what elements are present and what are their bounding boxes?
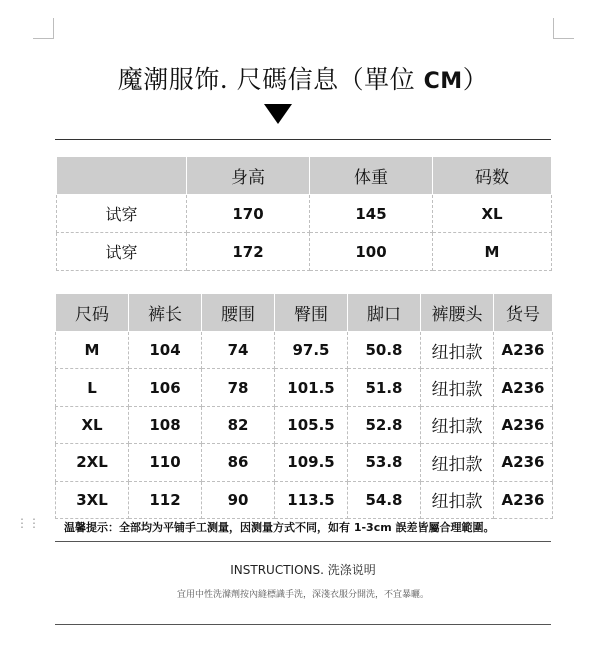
table-row [56,406,553,443]
crop-mark-top-right [553,18,574,39]
page-title [0,60,606,96]
table-cell: M [433,233,552,271]
table-cell: 145 [310,195,433,233]
table-cell: 101.5 [275,369,348,406]
size-table [55,293,553,519]
fit-table [56,156,552,271]
table-cell: 82 [202,406,275,443]
table-cell: 86 [202,444,275,481]
table-row [57,233,552,271]
title-close: ） [462,65,489,94]
size-header-cell: 臀围 [275,294,348,332]
table-cell: XL [433,195,552,233]
size-header-cell: 尺码 [56,294,129,332]
table-cell: 172 [187,233,310,271]
title-main: 魔潮服饰. 尺碼信息（單位 [117,65,416,94]
fit-header-cell: 身高 [187,157,310,195]
care-instructions: 宜用中性洗滌劑按內縫標識手洗，深淺衣服分開洗，不宜暴曬。 [176,590,429,600]
title-unit: CM [423,69,463,94]
instructions-heading: INSTRUCTIONS. 洗涤说明 [230,563,376,577]
size-header-cell: 脚口 [348,294,421,332]
table-row [57,195,552,233]
table-cell: 2XL [56,444,129,481]
table-row [56,444,553,481]
table-cell: 78 [202,369,275,406]
table-cell: A236 [494,332,553,369]
table-row [56,332,553,369]
divider-bottom [55,624,551,625]
table-cell: 52.8 [348,406,421,443]
table-cell: 纽扣款 [421,369,494,406]
measurement-tip: 温馨提示：全部均为平铺手工测量，因测量方式不同，如有 1-3cm 誤差皆屬合理範圍。 [64,521,495,534]
drag-handle-icon[interactable]: ⋮⋮ [16,516,40,530]
size-header-cell: 货号 [494,294,553,332]
table-cell: 试穿 [57,233,187,271]
table-cell: 53.8 [348,444,421,481]
size-table-header [56,294,553,332]
table-cell: 104 [129,332,202,369]
table-cell: 113.5 [275,481,348,518]
table-cell: A236 [494,406,553,443]
size-header-cell: 腰围 [202,294,275,332]
table-row [56,369,553,406]
table-cell: 纽扣款 [421,332,494,369]
table-row [56,481,553,518]
table-cell: M [56,332,129,369]
table-cell: 108 [129,406,202,443]
divider-top [55,139,551,140]
table-cell: 90 [202,481,275,518]
table-cell: 97.5 [275,332,348,369]
table-cell: A236 [494,444,553,481]
table-cell: 54.8 [348,481,421,518]
divider-middle [55,541,551,542]
table-cell: 100 [310,233,433,271]
table-cell: 纽扣款 [421,444,494,481]
table-cell: 50.8 [348,332,421,369]
down-triangle-icon [264,104,292,124]
fit-header-cell [57,157,187,195]
fit-header-cell: 码数 [433,157,552,195]
table-cell: 51.8 [348,369,421,406]
crop-mark-top-left [33,18,54,39]
size-header-cell: 裤腰头 [421,294,494,332]
table-cell: 105.5 [275,406,348,443]
table-cell: A236 [494,481,553,518]
fit-header-cell: 体重 [310,157,433,195]
table-cell: 3XL [56,481,129,518]
table-cell: 106 [129,369,202,406]
size-header-cell: 裤长 [129,294,202,332]
table-cell: 110 [129,444,202,481]
table-cell: L [56,369,129,406]
table-cell: 74 [202,332,275,369]
fit-table-header [57,157,552,195]
table-cell: 170 [187,195,310,233]
table-cell: 纽扣款 [421,406,494,443]
table-cell: A236 [494,369,553,406]
table-cell: XL [56,406,129,443]
table-cell: 纽扣款 [421,481,494,518]
table-cell: 试穿 [57,195,187,233]
table-cell: 109.5 [275,444,348,481]
table-cell: 112 [129,481,202,518]
